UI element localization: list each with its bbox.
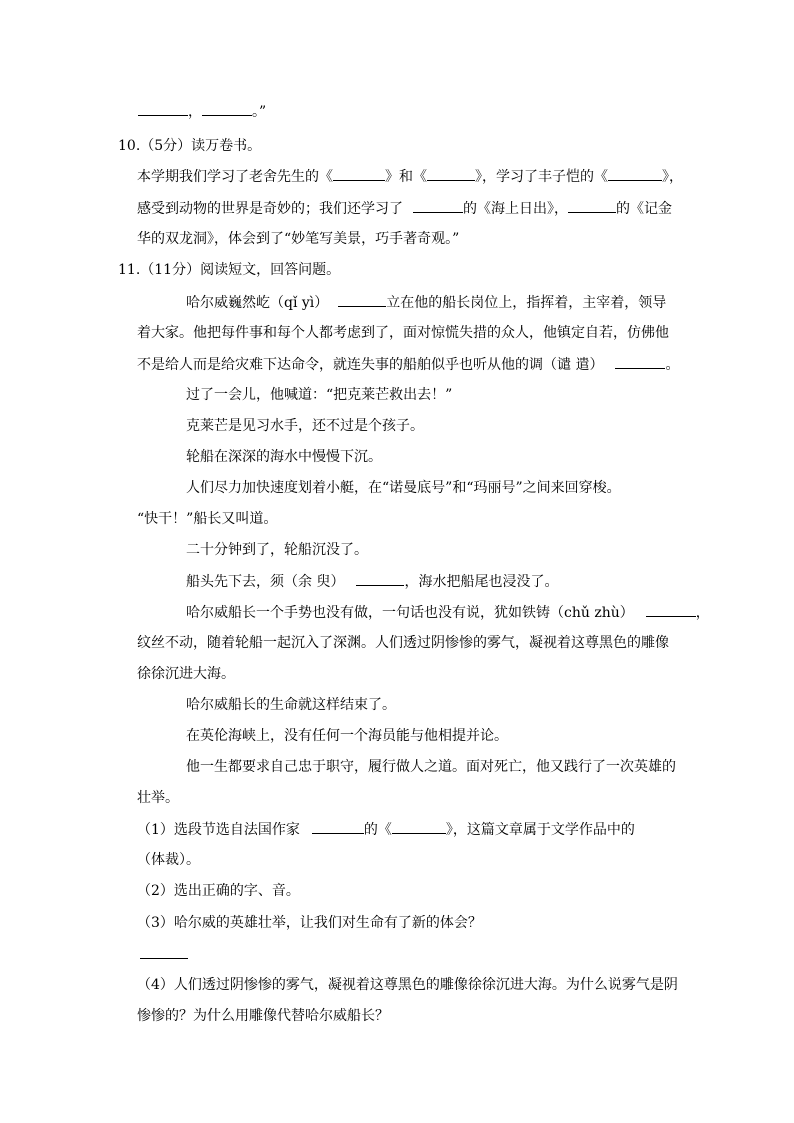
- q10-line-3: 华的双龙洞》，体会到了“妙笔写美景，巧手著奇观。”: [137, 231, 460, 247]
- answer-blank[interactable]: [333, 166, 385, 181]
- passage-p9-line-2: 纹丝不动，随着轮船一起沉入了深渊。人们透过阴惨惨的雾气，凝视着这尊黑色的雕像: [137, 635, 669, 651]
- subq-1-line-1: （1）选段节选自法国作家 的《 》，这篇文章属于文学作品中的: [137, 819, 635, 840]
- answer-blank[interactable]: [646, 602, 696, 617]
- q11-title: 11.（11分）阅读短文，回答问题。: [118, 262, 341, 278]
- subq-3: （3）哈尔威的英雄壮举，让我们对生命有了新的体会？: [137, 915, 482, 931]
- answer-blank[interactable]: [392, 819, 446, 834]
- subq-4-line-2: 惨惨的？为什么用雕像代替哈尔威船长？: [137, 1008, 389, 1024]
- answer-blank[interactable]: [138, 101, 188, 116]
- answer-blank[interactable]: [413, 198, 463, 213]
- subq-1-line-2: （体裁）。: [137, 852, 200, 868]
- answer-blank[interactable]: [608, 166, 662, 181]
- q10-title: 10.（5分）读万卷书。: [118, 138, 262, 154]
- passage-p12-line-1: 他一生都要求自己忠于职守，履行做人之道。面对死亡，他又践行了一次英雄的: [186, 759, 676, 775]
- passage-p11: 在英伦海峡上，没有任何一个海员能与他相提并论。: [186, 728, 508, 744]
- answer-blank[interactable]: [312, 819, 364, 834]
- answer-blank[interactable]: [338, 292, 386, 307]
- answer-blank[interactable]: [427, 166, 475, 181]
- top-separator: ，: [188, 104, 202, 120]
- subq-4-line-1: （4）人们透过阴惨惨的雾气，凝视着这尊黑色的雕像徐徐沉进大海。为什么说雾气是阴: [137, 977, 678, 993]
- passage-p12-line-2: 壮举。: [137, 790, 179, 806]
- answer-blank[interactable]: [140, 944, 188, 959]
- passage-p9-line-1: 哈尔威船长一个手势也没有做，一句话也没有说，犹如铁铸（chǔ zhù） ，: [186, 602, 710, 623]
- q10-line-2: 感受到动物的世界是奇妙的；我们还学习了 的《海上日出》， 的《记金: [137, 198, 672, 219]
- passage-p10: 哈尔威船长的生命就这样结束了。: [186, 697, 396, 713]
- answer-blank[interactable]: [202, 101, 252, 116]
- passage-p7: 二十分钟到了，轮船沉没了。: [186, 542, 368, 558]
- passage-p8: 船头先下去，须（余 臾） ，海水把船尾也浸没了。: [186, 571, 558, 592]
- answer-blank[interactable]: [615, 354, 665, 369]
- subq-3-answer-line: [140, 944, 188, 965]
- top-blank-line: [138, 101, 266, 122]
- passage-p5: 人们尽力加快速度划着小艇，在“诺曼底号”和“玛丽号”之间来回穿梭。: [186, 480, 621, 496]
- q10-line-1: 本学期我们学习了老舍先生的《 》和《 》，学习了丰子恺的《 》，: [137, 166, 677, 187]
- passage-p4: 轮船在深深的海水中慢慢下沉。: [186, 449, 382, 465]
- passage-p1-line-1: 哈尔威巍然屹（qǐ yì） 立在他的船长岗位上，指挥着，主宰着，领导: [186, 292, 666, 313]
- passage-p3: 克莱芒是见习水手，还不过是个孩子。: [186, 418, 424, 434]
- passage-p9-line-3: 徐徐沉进大海。: [137, 666, 235, 682]
- passage-p6: “快干！”船长又叫道。: [137, 511, 278, 527]
- passage-p1-line-2: 着大家。他把每件事和每个人都考虑到了，面对惊慌失措的众人，他镇定自若，仿佛他: [137, 325, 669, 341]
- passage-p2: 过了一会儿，他喊道：“把克莱芒救出去！”: [186, 387, 453, 403]
- top-end: 。”: [252, 104, 267, 120]
- passage-p1-line-3: 不是给人而是给灾难下达命令，就连失事的船舶似乎也听从他的调（谴 遣） 。: [137, 354, 679, 375]
- answer-blank[interactable]: [568, 198, 616, 213]
- answer-blank[interactable]: [356, 571, 404, 586]
- subq-2: （2）选出正确的字、音。: [137, 883, 300, 899]
